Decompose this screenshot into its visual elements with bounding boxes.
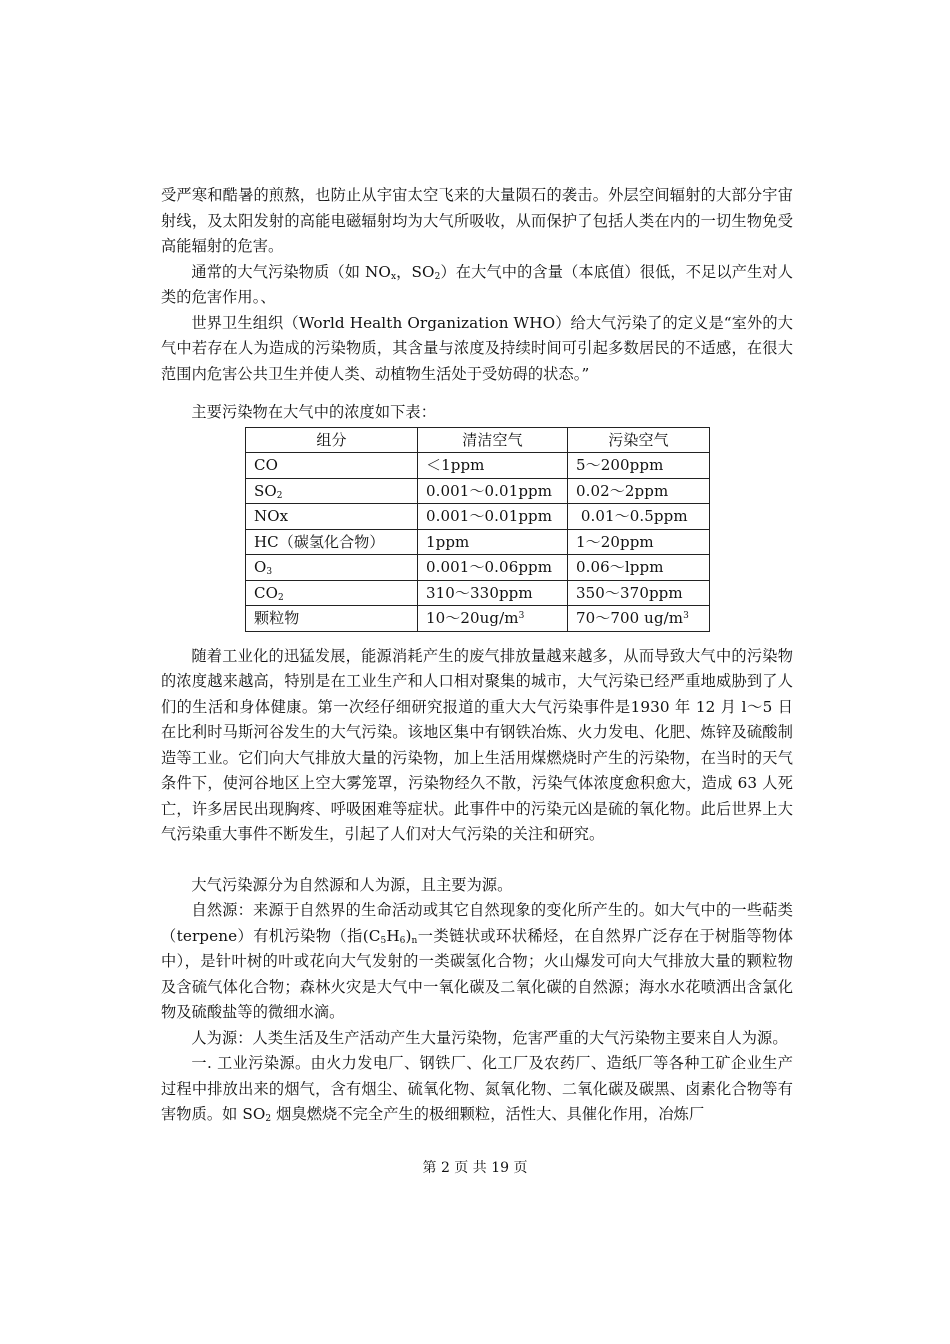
- text-run: ）在大气中的含量（本底值）很低，不足以产生对人类的危害作用。、: [161, 262, 794, 306]
- table-intro: 主要污染物在大气中的浓度如下表：: [191, 403, 436, 421]
- paragraph-who-definition: 世界卫生组织（World Health Organization WHO）给大气污染了的定义是“室外的大气中若存在人为造成的污染物质，其含量与浓度及持续时间可引起多数居民的不适感，在很大范围内危害公共卫生并使人类、动植物生活处于受妨碍的状态。”: [161, 313, 793, 383]
- subscript: 6: [399, 935, 406, 946]
- text-run: 通常的大气污染物质（如 NO: [191, 262, 391, 281]
- cell-text: CO: [254, 456, 278, 475]
- clean-air-cell: 0.001～0.01ppm: [418, 478, 568, 504]
- cell-text: O: [254, 558, 267, 577]
- clean-air-cell: ＜1ppm: [418, 453, 568, 479]
- paragraph-gap: [161, 848, 793, 873]
- paragraph-human-sources: 人为源：人类生活及生产活动产生大量污染物，危害严重的大气污染物主要来自人为源。: [191, 1028, 788, 1047]
- text-run: ): [405, 926, 412, 945]
- clean-air-cell: 0.001～0.06ppm: [418, 555, 568, 581]
- table-row: [246, 478, 710, 504]
- polluted-air-cell: [568, 606, 710, 632]
- table-header-cell: 污染空气: [568, 427, 710, 453]
- text-run: 一类链状或环状稀烃，在自然界广泛存在于树脂等物体中），是针叶树的叶或花向大气发射的一类碳氢化合物；火山爆发可向大气排放大量的颗粒物及含硫气体化合物；森林火灾是大气中一氧化碳及二氧化碳的自然源；海水水花喷洒出含氯化物及硫酸盐等的微细水滴。: [161, 926, 793, 1021]
- subscript: 2: [265, 1114, 272, 1124]
- component-cell: [246, 453, 418, 479]
- superscript: 3: [683, 611, 689, 622]
- cell-text: 颗粒物: [254, 609, 300, 628]
- text-run: H: [386, 926, 400, 945]
- component-cell: [246, 580, 418, 606]
- paragraph-industrial-sources: [161, 1051, 793, 1128]
- polluted-air-cell: 5～200ppm: [568, 453, 710, 479]
- cell-text: 70～700 ug/m: [576, 609, 684, 628]
- clean-air-cell: 310～330ppm: [418, 580, 568, 606]
- table-row: [246, 555, 710, 581]
- paragraph-natural-sources: [161, 898, 793, 1026]
- text-run: 自然源：来源于自然界的生命活动或其它自然现象的变化所产生的。如大气中的一些萜类（terpene）有机污染物（指(C: [161, 901, 793, 945]
- cell-text: HC（碳氢化合物）: [254, 532, 385, 551]
- table-header-cell: 清洁空气: [418, 427, 568, 453]
- component-cell: [246, 606, 418, 632]
- subscript: 2: [276, 490, 283, 501]
- table-header-row: [246, 427, 710, 453]
- component-cell: [246, 504, 418, 530]
- table-row: [246, 606, 710, 632]
- table-row: [246, 580, 710, 606]
- clean-air-cell: 0.001～0.01ppm: [418, 504, 568, 530]
- pollutant-concentration-table: [245, 427, 710, 632]
- subscript: 2: [434, 271, 441, 282]
- polluted-air-cell: 350～370ppm: [568, 580, 710, 606]
- subscript: x: [390, 271, 397, 282]
- subscript: 3: [266, 567, 273, 578]
- component-cell: [246, 478, 418, 504]
- polluted-air-cell: 0.06～lppm: [568, 555, 710, 581]
- cell-text: CO: [254, 583, 278, 602]
- page-footer: 第 2 页 共 19 页: [422, 1160, 528, 1176]
- component-cell: [246, 555, 418, 581]
- text-run: 一. 工业污染源。由火力发电厂、钢铁厂、化工厂及农药厂、造纸厂等各种工矿企业生产过程中排放出来的烟气，含有烟尘、硫氧化物、氮氧化物、二氧化碳及碳黑、卤素化合物等有害物质。如 SO: [161, 1054, 793, 1123]
- table-row: [246, 529, 710, 555]
- polluted-air-cell: 0.02～2ppm: [568, 478, 710, 504]
- component-cell: [246, 529, 418, 555]
- clean-air-cell: 1ppm: [418, 529, 568, 555]
- body-text: [161, 183, 793, 1128]
- superscript: 3: [518, 611, 525, 622]
- clean-air-cell: [418, 606, 568, 632]
- table-row: [246, 453, 710, 479]
- subscript: 5: [380, 935, 387, 946]
- polluted-air-cell: 0.01～0.5ppm: [568, 504, 710, 530]
- paragraph-background-levels: [161, 260, 793, 311]
- text-run: ，SO: [396, 262, 435, 281]
- table-header-cell: 组分: [246, 427, 418, 453]
- paragraph-pollution-sources: 大气污染源分为自然源和人为源，且主要为源。: [191, 875, 513, 894]
- paragraph-industrialization: 随着工业化的迅猛发展，能源消耗产生的废气排放量越来越多，从而导致大气中的污染物的浓度越来越高，特别是在工业生产和人口相对聚集的城市，大气污染已经严重地威胁到了人们的生活和身体健康。第一次经仔细研究报道的重大大气污染事件是1930 年 12 月 l～5 日在比利时马斯河谷发生的大气污染。该地区集中有钢铁冶炼、火力发电、化肥、炼锌及硫酸制造等工业。它们向大气排放大量的污染物，加上生活用煤燃烧时产生的污染物，在当时的天气条件下，使河谷地区上空大雾笼罩，污染物经久不散，污染气体浓度愈积愈大，造成 63 人死亡，许多居民出现胸疼、呼吸困难等症状。此事件中的污染元凶是硫的氧化物。此后世界上大气污染重大事件不断发生，引起了人们对大气污染的关注和研究。: [161, 646, 793, 843]
- cell-text: SO: [254, 481, 277, 500]
- subscript: n: [411, 935, 418, 946]
- paragraph-cosmic-radiation: 受严寒和酷暑的煎熬，也防止从宇宙太空飞来的大量陨石的袭击。外层空间辐射的大部分宇宙射线，及太阳发射的高能电磁辐射均为大气所吸收，从而保护了包括人类在内的一切生物免受高能辐射的危害。: [161, 186, 793, 255]
- text-run: 烟臭燃烧不完全产生的极细颗粒，活性大、具催化作用，冶炼厂: [271, 1105, 705, 1123]
- subscript: 2: [277, 592, 284, 603]
- polluted-air-cell: 1～20ppm: [568, 529, 710, 555]
- table-row: [246, 504, 710, 530]
- cell-text: NOx: [254, 507, 289, 526]
- cell-text: 10～20ug/m: [426, 609, 519, 628]
